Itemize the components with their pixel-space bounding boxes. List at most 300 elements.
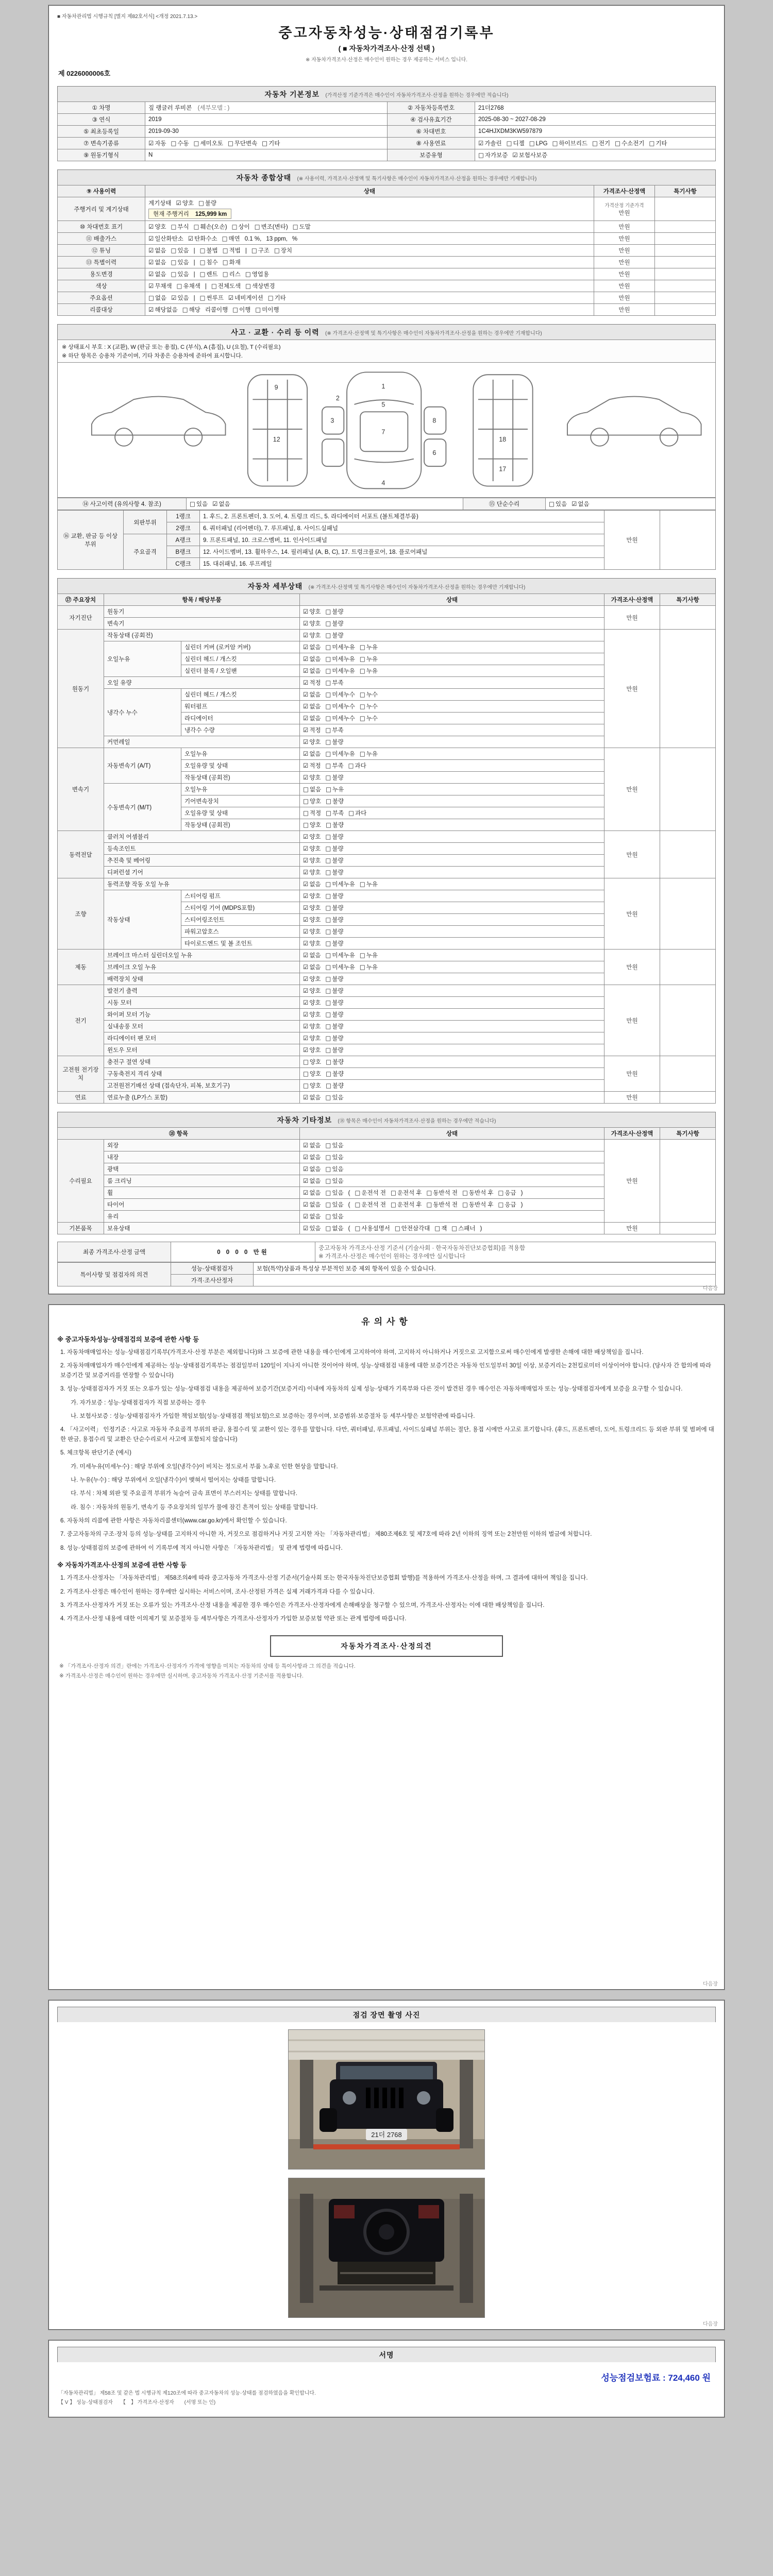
state-cell[interactable] [300, 724, 604, 736]
checkbox-label: 불량 [332, 929, 344, 935]
item-cell: 보유상태 [104, 1223, 300, 1234]
state-cell[interactable] [300, 902, 604, 914]
checkbox-option[interactable] [148, 306, 178, 314]
checkbox-option[interactable] [592, 139, 610, 147]
checkbox-option[interactable] [326, 631, 344, 639]
state-cell[interactable] [300, 1092, 604, 1104]
state-cell[interactable] [145, 257, 594, 268]
checkbox-option[interactable] [326, 939, 344, 947]
checkbox-option[interactable] [200, 258, 218, 266]
checkbox-option[interactable] [326, 856, 344, 865]
state-cell[interactable] [300, 855, 604, 867]
checkbox-option[interactable] [148, 294, 166, 302]
state-cell[interactable] [300, 784, 604, 795]
checkbox-option[interactable] [326, 1224, 344, 1232]
checkbox-option[interactable] [326, 975, 344, 983]
state-cell[interactable] [300, 606, 604, 618]
checkbox-checked-icon: ☑ [303, 845, 309, 852]
checkbox-option[interactable] [360, 690, 378, 699]
checkbox-label: 미세누유 [332, 751, 355, 757]
state-cell[interactable] [300, 1032, 604, 1044]
checkbox-option[interactable] [303, 785, 321, 793]
checkbox-option[interactable] [303, 868, 321, 876]
checkbox-option[interactable] [262, 139, 280, 147]
checkbox-option[interactable] [303, 809, 321, 817]
checkbox-option[interactable] [303, 643, 321, 651]
checkbox-option[interactable] [171, 246, 189, 255]
submodel-label: (세부모델 : ) [197, 105, 230, 111]
checkbox-option[interactable] [303, 1034, 321, 1042]
checkbox-option[interactable] [303, 1153, 321, 1161]
checkbox-option[interactable] [303, 738, 321, 746]
checkbox-option[interactable] [200, 294, 224, 302]
checkbox-icon: □ [193, 140, 199, 147]
checkbox-option[interactable] [303, 714, 321, 722]
checkbox-option[interactable] [326, 1058, 344, 1066]
checkbox-option[interactable] [303, 939, 321, 947]
checkbox-checked-icon: ☑ [303, 703, 309, 710]
checkbox-option[interactable] [360, 702, 378, 710]
checkbox-option[interactable] [148, 282, 172, 290]
checkbox-option[interactable] [326, 1212, 344, 1221]
checkbox-option[interactable] [303, 844, 321, 853]
checkbox-option[interactable] [148, 234, 183, 243]
checkbox-option[interactable] [190, 500, 208, 508]
checkbox-option[interactable] [171, 223, 189, 231]
checkbox-option[interactable] [326, 868, 344, 876]
price-unit: 만원 [618, 260, 630, 266]
checkbox-icon: □ [193, 223, 199, 230]
checkbox-option[interactable] [194, 139, 223, 147]
state-cell[interactable] [145, 280, 594, 292]
checkbox-option[interactable] [268, 294, 286, 302]
checkbox-option[interactable] [391, 1189, 422, 1197]
checkbox-option[interactable] [303, 963, 321, 971]
state-cell[interactable] [300, 867, 604, 878]
state-cell[interactable] [300, 1009, 604, 1021]
checkbox-option[interactable] [326, 927, 344, 936]
notice-item: 2. 가격조사·산정은 매수인이 원하는 경우에만 실시하는 서비스이며, 조사·산정된 가격은 실제 거래가격과 다를 수 있습니다. [60, 1588, 375, 1595]
checkbox-option[interactable] [228, 294, 263, 302]
state-cell[interactable] [300, 926, 604, 938]
state-cell[interactable] [300, 630, 604, 641]
checkbox-checked-icon: ☑ [303, 750, 309, 757]
checkbox-option[interactable] [188, 234, 217, 243]
checkbox-option[interactable] [303, 1022, 321, 1030]
checkbox-option[interactable] [148, 223, 166, 231]
state-cell[interactable] [300, 1211, 604, 1223]
checkbox-option[interactable] [303, 761, 321, 770]
notice-item: 6. 자동차의 리콜에 관한 사항은 자동차리콜센터(www.car.go.kr)에서 확인할 수 있습니다. [60, 1518, 287, 1524]
checkbox-option[interactable] [245, 282, 275, 290]
checkbox-option[interactable] [348, 761, 366, 770]
checkbox-option[interactable] [303, 1165, 321, 1173]
checkbox-option[interactable] [200, 246, 218, 255]
row-label: ⑬ 특별이력 [58, 257, 145, 268]
checkbox-option[interactable] [326, 667, 355, 675]
checkbox-option[interactable] [360, 655, 378, 663]
accident-history-options [187, 498, 463, 510]
checkbox-option[interactable] [303, 927, 321, 936]
diagram-number: 12 [273, 436, 280, 444]
checkbox-option[interactable] [355, 1200, 386, 1209]
note-cell [655, 268, 716, 280]
checkbox-option[interactable] [326, 951, 355, 959]
checkbox-option[interactable] [326, 904, 344, 912]
checkbox-option[interactable] [148, 246, 166, 255]
checkbox-option[interactable] [326, 916, 344, 924]
checkbox-option[interactable] [326, 619, 344, 628]
state-cell[interactable] [300, 961, 604, 973]
checkbox-option[interactable] [228, 139, 257, 147]
checkbox-icon: □ [267, 294, 274, 301]
checkbox-option[interactable] [303, 1046, 321, 1054]
checkbox-option[interactable] [198, 199, 216, 207]
checkbox-checked-icon: ☑ [303, 726, 309, 734]
state-cell[interactable] [300, 950, 604, 961]
state-cell[interactable] [300, 938, 604, 950]
state-cell[interactable] [300, 997, 604, 1009]
checkbox-option[interactable] [615, 139, 644, 147]
checkbox-option[interactable] [326, 690, 355, 699]
checkbox-option[interactable] [434, 1224, 447, 1232]
checkbox-option[interactable] [171, 270, 189, 278]
checkbox-option[interactable] [326, 1046, 344, 1054]
notice-heading: ※ 자동차가격조사·산정의 보증에 관한 사항 등 [57, 1562, 187, 1569]
state-cell[interactable] [300, 985, 604, 997]
checkbox-option[interactable] [171, 258, 189, 266]
state-cell[interactable] [300, 1199, 604, 1211]
state-cell[interactable] [300, 736, 604, 748]
state-cell[interactable] [300, 914, 604, 926]
checkbox-option[interactable] [303, 667, 321, 675]
checkbox-option[interactable] [171, 139, 189, 147]
state-cell[interactable] [300, 653, 604, 665]
diagram-number: 7 [381, 428, 385, 436]
checkbox-option[interactable] [326, 738, 344, 746]
state-cell[interactable] [300, 831, 604, 843]
checkbox-option[interactable] [303, 631, 321, 639]
state-cell[interactable] [145, 304, 594, 316]
item-cell: 와이퍼 모터 기능 [104, 1009, 300, 1021]
state-cell[interactable] [300, 1151, 604, 1163]
checkbox-option[interactable] [326, 643, 355, 651]
checkbox-option[interactable] [293, 223, 311, 231]
checkbox-option[interactable] [462, 1200, 494, 1209]
checkbox-option[interactable] [303, 1189, 321, 1197]
checkbox-option[interactable] [355, 1224, 390, 1232]
checkbox-option[interactable] [303, 987, 321, 995]
checkbox-option[interactable] [326, 1141, 344, 1149]
checkbox-option[interactable] [326, 998, 344, 1007]
checkbox-option[interactable] [649, 139, 667, 147]
checkbox-option[interactable] [462, 1189, 494, 1197]
state-cell[interactable] [300, 772, 604, 784]
item-cell: 브레이크 오일 누유 [104, 961, 300, 973]
checkbox-option[interactable] [148, 258, 166, 266]
checkbox-option[interactable] [360, 951, 378, 959]
checkbox-option[interactable] [303, 1081, 321, 1090]
checkbox-option[interactable] [326, 655, 355, 663]
state-cell[interactable] [145, 197, 594, 221]
price-unit: 만원 [618, 248, 630, 254]
checkbox-option[interactable] [326, 1010, 344, 1019]
state-cell[interactable] [300, 677, 604, 689]
checkbox-icon: □ [326, 1082, 331, 1089]
state-cell[interactable] [300, 760, 604, 772]
checkbox-option[interactable] [303, 975, 321, 983]
state-cell[interactable] [145, 245, 594, 257]
checkbox-option[interactable] [303, 892, 321, 900]
checkbox-option[interactable] [326, 1189, 344, 1197]
appraiser-opinion-text [254, 1275, 716, 1286]
state-cell[interactable] [300, 701, 604, 713]
checkbox-option[interactable] [498, 1200, 516, 1209]
device-cell: 수리필요 [58, 1140, 104, 1223]
checkbox-icon: □ [251, 247, 257, 254]
device-cell: 연료 [58, 1092, 104, 1104]
state-cell[interactable] [300, 819, 604, 831]
checkbox-option[interactable] [303, 1200, 321, 1209]
checkbox-option[interactable] [200, 270, 218, 278]
checkbox-option[interactable] [326, 1153, 344, 1161]
checkbox-option[interactable] [303, 619, 321, 628]
checkbox-option[interactable] [223, 246, 241, 255]
checkbox-option[interactable] [326, 679, 344, 687]
price-unit: 만원 [618, 295, 630, 301]
state-cell[interactable] [300, 973, 604, 985]
state-cell[interactable] [300, 1187, 604, 1199]
checkbox-option[interactable] [355, 1189, 386, 1197]
state-cell[interactable] [300, 1021, 604, 1032]
checkbox-icon: □ [325, 643, 331, 651]
checkbox-option[interactable] [326, 1093, 344, 1101]
checkbox-option[interactable] [303, 1010, 321, 1019]
checkbox-option[interactable] [326, 1022, 344, 1030]
checkbox-option[interactable] [303, 1224, 321, 1232]
state-cell[interactable] [300, 843, 604, 855]
checkbox-option[interactable] [303, 951, 321, 959]
checkbox-option[interactable] [549, 500, 567, 508]
state-cell[interactable] [300, 1044, 604, 1056]
checkbox-option[interactable] [326, 726, 344, 734]
checkbox-option[interactable] [251, 246, 270, 255]
checkbox-option[interactable] [326, 702, 355, 710]
checkbox-checked-icon: ☑ [148, 259, 154, 266]
checkbox-option[interactable] [529, 140, 548, 147]
opinion-label: 특이사항 및 점검자의 의견 [58, 1263, 171, 1286]
checkbox-option[interactable] [326, 1034, 344, 1042]
checkbox-option[interactable] [427, 1200, 458, 1209]
checkbox-label: 미이행 [262, 307, 279, 313]
checkbox-option[interactable] [360, 880, 378, 888]
checkbox-option[interactable] [303, 679, 321, 687]
state-cell[interactable] [300, 1140, 604, 1151]
col-note: 특기사항 [660, 1128, 716, 1140]
checkbox-option[interactable] [326, 607, 344, 616]
checkbox-option[interactable] [360, 963, 378, 971]
checkbox-icon: □ [274, 247, 280, 254]
checkbox-option[interactable] [274, 246, 292, 255]
checkbox-option[interactable] [326, 761, 344, 770]
checkbox-option[interactable] [391, 1200, 422, 1209]
checkbox-label: 무단변속 [234, 141, 258, 147]
checkbox-option[interactable] [303, 856, 321, 865]
checkbox-option[interactable] [303, 880, 321, 888]
checkbox-option[interactable] [303, 833, 321, 841]
checkbox-option[interactable] [303, 1070, 321, 1078]
checkbox-option[interactable] [303, 1058, 321, 1066]
note-cell [655, 304, 716, 316]
checkbox-option[interactable] [326, 821, 344, 829]
checkbox-label: 있음 [555, 501, 567, 507]
checkbox-option[interactable] [326, 987, 344, 995]
checkbox-option[interactable] [303, 607, 321, 616]
state-cell[interactable] [300, 618, 604, 630]
checkbox-option[interactable] [360, 667, 378, 675]
checkbox-label: 미세누유 [332, 645, 355, 651]
checkbox-option[interactable] [512, 151, 547, 159]
checkbox-option[interactable] [171, 294, 189, 302]
checkbox-option[interactable] [326, 797, 344, 805]
checkbox-label: 자가보증 [484, 152, 508, 159]
checkbox-option[interactable] [303, 1177, 321, 1185]
checkbox-option[interactable] [552, 139, 587, 147]
checkbox-option[interactable] [212, 500, 230, 508]
checkbox-option[interactable] [303, 904, 321, 912]
checkbox-option[interactable] [360, 643, 378, 651]
note-cell [660, 1056, 716, 1092]
checkbox-option[interactable] [194, 223, 227, 231]
checkbox-option[interactable] [326, 1070, 344, 1078]
checkbox-option[interactable] [245, 270, 269, 278]
checkbox-label: 기타 [268, 141, 280, 147]
checkbox-option[interactable] [507, 139, 525, 147]
checkbox-option[interactable] [303, 702, 321, 710]
checkbox-label: 양호 [309, 1071, 322, 1077]
checkbox-option[interactable] [572, 500, 590, 508]
checkbox-option[interactable] [232, 306, 250, 314]
checkbox-option[interactable] [182, 306, 200, 314]
price-cell: 만원 [604, 511, 660, 570]
checkbox-option[interactable] [148, 270, 166, 278]
checkbox-option[interactable] [326, 809, 344, 817]
state-cell[interactable] [145, 268, 594, 280]
state-cell[interactable] [300, 1056, 604, 1068]
checkbox-option[interactable] [211, 282, 241, 290]
state-cell[interactable] [145, 292, 594, 304]
state-cell[interactable] [300, 807, 604, 819]
checkbox-option[interactable] [255, 223, 288, 231]
checkbox-option[interactable] [232, 223, 250, 231]
checkbox-option[interactable] [303, 655, 321, 663]
checkbox-option[interactable] [326, 773, 344, 782]
checkbox-option[interactable] [303, 1141, 321, 1149]
state-cell[interactable] [300, 748, 604, 760]
state-cell[interactable] [300, 1068, 604, 1080]
state-cell[interactable] [300, 641, 604, 653]
checkbox-option[interactable] [303, 690, 321, 699]
checkbox-option[interactable] [326, 1081, 344, 1090]
checkbox-option[interactable] [303, 773, 321, 782]
checkbox-option[interactable] [360, 714, 378, 722]
note-cell [660, 950, 716, 985]
part-cell: 오일누유 [181, 748, 300, 760]
checkbox-option[interactable] [326, 750, 355, 758]
item-cell: 발전기 출력 [104, 985, 300, 997]
checkbox-option[interactable] [177, 282, 200, 290]
state-cell[interactable] [145, 221, 594, 233]
checkbox-option[interactable] [303, 726, 321, 734]
state-cell[interactable] [145, 233, 594, 245]
state-cell[interactable] [300, 1175, 604, 1187]
checkbox-option[interactable] [303, 916, 321, 924]
checkbox-option[interactable] [303, 998, 321, 1007]
checkbox-option[interactable] [223, 258, 241, 266]
checkbox-option[interactable] [222, 234, 240, 243]
checkbox-option[interactable] [326, 833, 344, 841]
checkbox-option[interactable] [395, 1224, 430, 1232]
checkbox-label: 가솔린 [484, 141, 502, 147]
col-item: 항목 / 해당부품 [104, 594, 300, 606]
note-cell [660, 1140, 716, 1223]
checkbox-option[interactable] [427, 1189, 458, 1197]
checkbox-option[interactable] [326, 1200, 344, 1209]
part-cell: 스티어링 펌프 [181, 890, 300, 902]
state-cell[interactable] [300, 665, 604, 677]
next-page-label[interactable]: 다음장 [703, 2321, 718, 2327]
checkbox-option[interactable] [326, 714, 355, 722]
state-cell[interactable] [300, 1223, 604, 1234]
checkbox-option[interactable] [176, 199, 194, 207]
checkbox-option[interactable] [326, 963, 355, 971]
checkbox-option[interactable] [360, 750, 378, 758]
checkbox-option[interactable] [478, 151, 508, 159]
state-cell[interactable] [300, 795, 604, 807]
checkbox-option[interactable] [478, 139, 502, 147]
checkbox-option[interactable] [303, 750, 321, 758]
checkbox-option[interactable] [255, 306, 279, 314]
checkbox-option[interactable] [326, 892, 344, 900]
checkbox-option[interactable] [148, 139, 166, 147]
next-page-label[interactable]: 다음장 [703, 1286, 718, 1292]
checkbox-option[interactable] [303, 1093, 321, 1101]
state-cell[interactable] [300, 713, 604, 724]
checkbox-option[interactable] [326, 785, 344, 793]
checkbox-option[interactable] [348, 809, 366, 817]
state-cell[interactable] [300, 1080, 604, 1092]
checkbox-label: 기타 [274, 295, 286, 301]
checkbox-option[interactable] [451, 1224, 475, 1232]
checkbox-option[interactable] [223, 270, 241, 278]
checkbox-option[interactable] [326, 1177, 344, 1185]
state-cell[interactable] [300, 890, 604, 902]
checkbox-option[interactable] [326, 844, 344, 853]
next-page-label[interactable]: 다음장 [703, 1981, 718, 1987]
state-cell[interactable] [300, 689, 604, 701]
checkbox-option[interactable] [326, 880, 355, 888]
state-cell[interactable] [300, 1163, 604, 1175]
notice-heading: ※ 중고자동차성능·상태점검의 보증에 관한 사항 등 [57, 1336, 199, 1343]
state-cell[interactable] [300, 878, 604, 890]
checkbox-option[interactable] [303, 821, 321, 829]
checkbox-option[interactable] [303, 797, 321, 805]
state-text: % [292, 236, 298, 242]
checkbox-option[interactable] [498, 1189, 516, 1197]
checkbox-option[interactable] [326, 1165, 344, 1173]
price-unit: 만원 [618, 307, 630, 313]
checkbox-option[interactable] [303, 1212, 321, 1221]
